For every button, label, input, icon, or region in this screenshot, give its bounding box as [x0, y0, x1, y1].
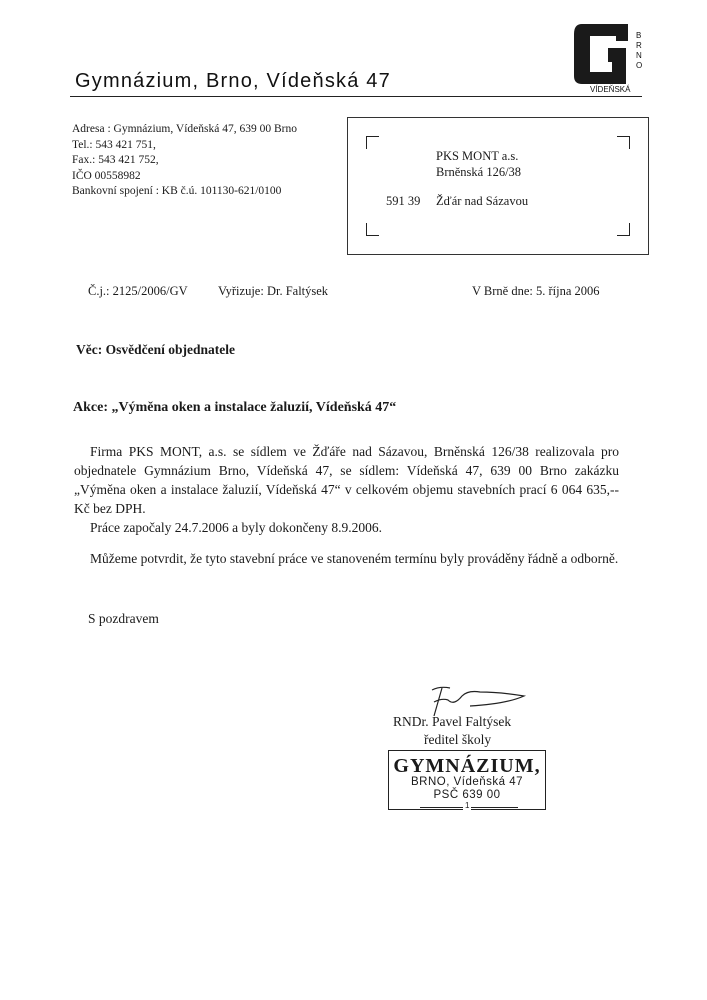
sender-block [72, 122, 297, 200]
letterhead-title: Gymnázium, Brno, Vídeňská 47 [75, 70, 391, 92]
logo-stripe [616, 36, 628, 41]
recipient-address-box [347, 117, 649, 255]
sender-address: Adresa : Gymnázium, Vídeňská 47, 639 00 Brno [72, 123, 297, 135]
letter-action: Akce: „Výměna oken a instalace žaluzií, Vídeňská 47“ [73, 400, 397, 415]
reference-date: V Brně dne: 5. října 2006 [472, 284, 600, 298]
recipient-city: Žďár nad Sázavou [436, 194, 529, 208]
letter-subject: Věc: Osvědčení objednatele [76, 342, 235, 357]
recipient-street: Brněnská 126/38 [436, 165, 522, 179]
logo-letter-b: B [636, 31, 642, 40]
signatory-name: RNDr. Pavel Faltýsek [393, 714, 512, 729]
corner-mark-top-left [366, 136, 379, 149]
reference-number: Č.j.: 2125/2006/GV [88, 284, 188, 298]
reference-handler: Vyřizuje: Dr. Faltýsek [218, 284, 329, 298]
letterhead-rule [70, 96, 642, 97]
body-paragraph-1: Firma PKS MONT, a.s. se sídlem ve Žďáře nad Sázavou, Brněnská 126/38 realizovala pro objednatele Gymnázium Brno, Vídeňská 47, se sídlem: Vídeňská 47, 639 00 Brno zakázku „Výměna oken a instalace žaluzií, Vídeňská 47“ v celkovém objemu stavebních prací 6 064 635,-- Kč bez DPH. [74, 444, 619, 516]
body-paragraph-2: Práce započaly 24.7.2006 a byly dokončeny 8.9.2006. [90, 520, 383, 535]
letter-body [74, 442, 619, 568]
corner-mark-bottom-left [366, 223, 379, 236]
stamp-title: GYMNÁZIUM, [393, 755, 541, 777]
stamp-number: 1 [465, 801, 470, 810]
logo-letter-o: O [636, 61, 643, 70]
logo-letter-n: N [636, 51, 642, 60]
body-paragraph-3: Můžeme potvrdit, že tyto stavební práce ve stanoveném termínu byly prováděny řádně a odborně. [90, 551, 619, 566]
logo-letter-r: R [636, 41, 642, 50]
sender-ico: IČO 00558982 [72, 169, 141, 182]
logo-g-shape [574, 24, 628, 84]
sender-fax: Fax.: 543 421 752, [72, 154, 159, 166]
sender-phone: Tel.: 543 421 751, [72, 138, 156, 151]
stamp-postcode: PSČ 639 00 [433, 789, 501, 801]
corner-mark-bottom-right [617, 223, 630, 236]
sender-bank: Bankovní spojení : KB č.ú. 101130-621/0100 [72, 185, 282, 197]
school-logo [572, 18, 652, 94]
corner-mark-top-right [617, 136, 630, 149]
greeting: S pozdravem [88, 611, 159, 626]
logo-caption: VÍDEŇSKÁ [590, 85, 631, 94]
recipient-name: PKS MONT a.s. [436, 149, 519, 163]
signatory-title: ředitel školy [424, 732, 492, 747]
stamp-address: BRNO, Vídeňská 47 [410, 776, 524, 788]
recipient-postcode: 591 39 [386, 194, 421, 208]
